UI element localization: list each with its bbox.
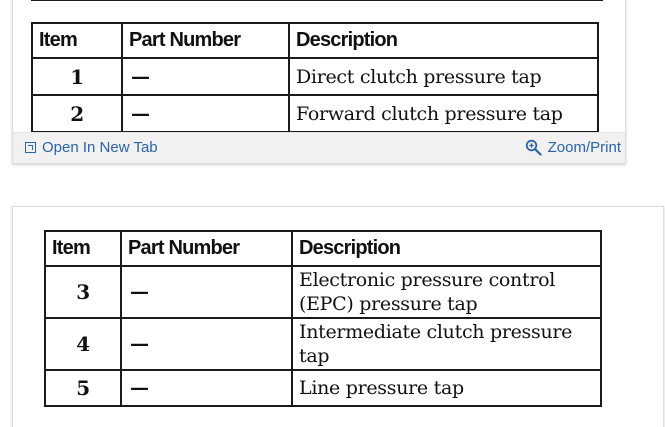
- part-number: —: [122, 58, 289, 95]
- description: Line pressure tap: [292, 370, 601, 406]
- description: Direct clutch pressure tap: [289, 58, 598, 95]
- table-row: [45, 370, 601, 406]
- item-number: 3: [45, 266, 121, 318]
- open-in-new-tab-link[interactable]: [25, 139, 158, 156]
- parts-table-1: [31, 22, 599, 133]
- table-row: [45, 266, 601, 318]
- table-row: [32, 58, 598, 95]
- header-part-number: Part Number: [122, 23, 289, 58]
- table-row: [32, 95, 598, 132]
- header-item: Item: [45, 231, 121, 266]
- open-new-tab-icon: [25, 142, 36, 153]
- description: Forward clutch pressure tap: [289, 95, 598, 132]
- part-number: —: [121, 318, 292, 370]
- parts-table-2: [44, 230, 602, 407]
- figure-card-1: [12, 0, 626, 164]
- item-number: 4: [45, 318, 121, 370]
- item-number: 2: [32, 95, 122, 132]
- item-number: 5: [45, 370, 121, 406]
- description: Electronic pressure control (EPC) pressure tap: [292, 266, 601, 318]
- magnifier-icon: [525, 139, 542, 156]
- header-item: Item: [32, 23, 122, 58]
- table-header-row: [32, 23, 598, 58]
- description: Intermediate clutch pressure tap: [292, 318, 601, 370]
- zoom-print-label: Zoom/Print: [547, 139, 621, 156]
- part-number: —: [121, 370, 292, 406]
- part-number: —: [121, 266, 292, 318]
- header-description: Description: [292, 231, 601, 266]
- part-number: —: [122, 95, 289, 132]
- open-in-new-tab-label: Open In New Tab: [42, 139, 158, 156]
- table-row: [45, 318, 601, 370]
- table-header-row: [45, 231, 601, 266]
- zoom-print-link[interactable]: [525, 139, 621, 156]
- figure-card-2: [12, 206, 664, 427]
- table-top-edge: [31, 0, 603, 1]
- item-number: 1: [32, 58, 122, 95]
- header-description: Description: [289, 23, 598, 58]
- header-part-number: Part Number: [121, 231, 292, 266]
- card-footer: [13, 132, 625, 164]
